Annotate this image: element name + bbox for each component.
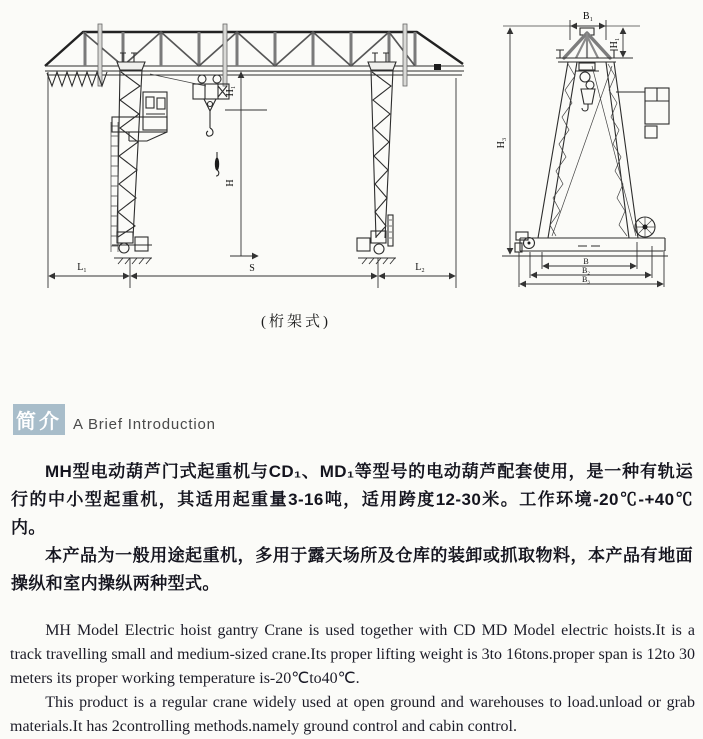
en-paragraph-2: This product is a regular crane widely used at open ground and warehouses to load.unload or grab materials.It has 2controlling methods.namely ground control and cabin control.	[10, 694, 695, 735]
front-view-dimensions	[48, 72, 456, 288]
left-leg	[111, 53, 152, 264]
english-intro	[10, 619, 695, 739]
section-badge: 简介	[13, 404, 65, 435]
en-paragraph-1: MH Model Electric hoist gantry Crane is used together with CD MD Model electric hoists.It is a track travelling small and medium-sized crane.Its proper lifting weight is 3to 16tons.proper span is 12to 30 meters its proper working temperature is-20℃to40℃.	[10, 622, 695, 687]
hook-raised	[207, 128, 213, 136]
dim-label-l1: L₁	[77, 262, 87, 273]
crane-side-view	[496, 11, 669, 287]
dim-label-l2: L₂	[415, 262, 425, 273]
dim-label-b: B	[583, 257, 589, 266]
rail-stop-block	[434, 64, 441, 70]
ground-hatch-left	[114, 258, 152, 264]
hoist-trolley	[150, 74, 229, 136]
dim-label-s: S	[249, 263, 255, 274]
chinese-intro	[11, 458, 693, 598]
rail-section-bars	[98, 24, 407, 86]
cn-paragraph-2: 本产品为一般用途起重机，多用于露天场所及仓库的装卸或抓取物料，本产品有地面操纵和室内操纵两种型式。	[11, 546, 693, 593]
cn-paragraph-1: MH型电动葫芦门式起重机与CD₁、MD₁等型号的电动葫芦配套使用，是一种有轨运行的中小型起重机，其适用起重量3-16吨，适用跨度12-30米。工作环境-20℃-+40℃内。	[11, 462, 693, 537]
crane-front-view	[45, 24, 464, 288]
ground-hatch-right	[358, 258, 396, 264]
section-header	[13, 404, 703, 435]
electric-cabinet	[616, 88, 669, 138]
dim-label-b1: B₁	[582, 11, 594, 22]
dim-label-h3: H₃	[496, 137, 507, 149]
right-leg	[357, 53, 396, 264]
truss-girder	[45, 32, 464, 75]
dim-label-h1-front: H₁	[225, 85, 236, 97]
dim-label-b3: B₃	[581, 275, 591, 284]
dim-label-b2: B₂	[581, 266, 591, 275]
side-hoist	[575, 63, 599, 111]
hook-lowered	[215, 152, 219, 176]
section-title: A Brief Introduction	[73, 416, 216, 433]
dim-label-h1-side: H₁	[609, 37, 620, 49]
dim-label-h: H	[225, 179, 236, 187]
diagram-caption: (桁架式)	[261, 314, 331, 330]
gantry-crane-drawing	[0, 0, 703, 340]
